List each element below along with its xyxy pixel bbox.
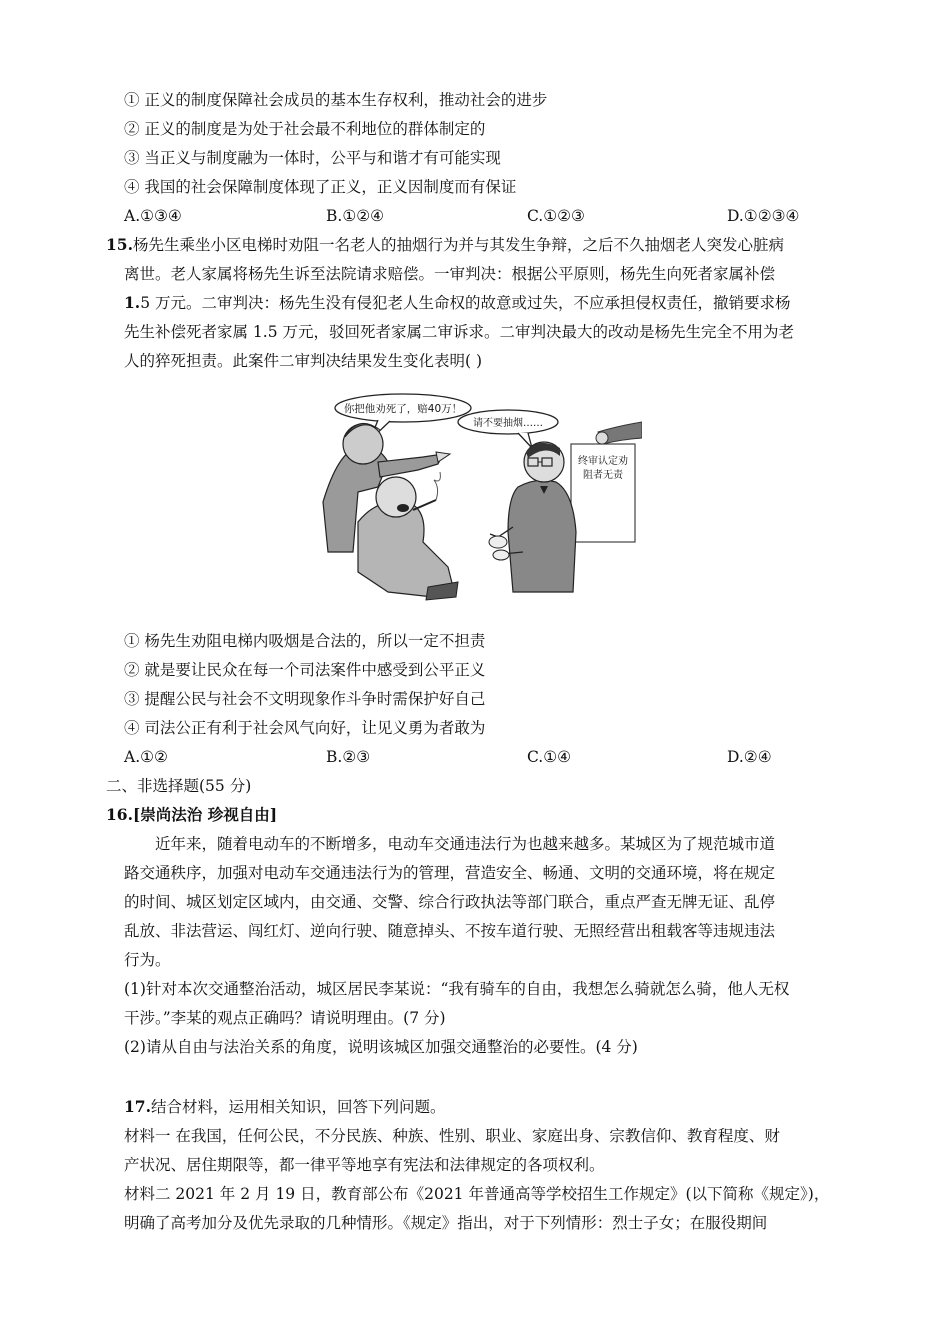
bubble-left-text: 你把他劝死了，赔40万！ <box>343 403 463 415</box>
q15-statement-2: ② 就是要让民众在每一个司法案件中感受到公平正义 <box>124 661 486 679</box>
q15-option-c[interactable]: C.①④ <box>527 748 572 766</box>
q14-statement-4: ④ 我国的社会保障制度体现了正义，正义因制度而有保证 <box>124 178 517 196</box>
q14-option-d[interactable]: D.①②③④ <box>727 207 800 225</box>
q14-statement-1: ① 正义的制度保障社会成员的基本生存权利，推动社会的进步 <box>124 91 548 109</box>
q15-number: 15. <box>106 235 133 254</box>
sign-text-2: 阻者无责 <box>583 470 623 481</box>
q15-statement-3: ③ 提醒公民与社会不文明现象作斗争时需保护好自己 <box>124 690 486 708</box>
q15-line-4: 先生补偿死者家属 1.5 万元，驳回死者家属二审诉求。二审判决最大的改动是杨先生完全不用为老 <box>124 323 795 341</box>
q16-paragraph-3: 的时间、城区划定区域内，由交通、交警、综合行政执法等部门联合，重点严查无牌无证、乱停 <box>124 893 776 911</box>
sign-text-1: 终审认定劝 <box>578 456 628 467</box>
q14-statement-3: ③ 当正义与制度融为一体时，公平与和谐才有可能实现 <box>124 149 501 167</box>
q14-option-a[interactable]: A.①③④ <box>124 207 182 225</box>
q16-paragraph-1: 近年来，随着电动车的不断增多，电动车交通违法行为也越来越多。某城区为了规范城市道 <box>155 835 776 853</box>
q17-material1-line-1: 材料一 在我国，任何公民，不分民族、种族、性别、职业、家庭出身、宗教信仰、教育程度、财 <box>124 1127 780 1145</box>
q17-material2-line-2: 明确了高考加分及优先录取的几种情形。《规定》指出，对于下列情形：烈士子女；在服役期间 <box>124 1214 768 1232</box>
q16-paragraph-2: 路交通秩序，加强对电动车交通违法行为的管理，营造安全、畅通、文明的交通环境，将在规定 <box>124 864 776 882</box>
q15-line-5: 人的猝死担责。此案件二审判决结果发生变化表明( ) <box>124 352 483 370</box>
q15-option-b[interactable]: B.②③ <box>326 748 371 766</box>
q15-line-2: 离世。老人家属将杨先生诉至法院请求赔偿。一审判决：根据公平原则，杨先生向死者家属补偿 <box>124 265 776 283</box>
q15-statement-4: ④ 司法公正有利于社会风气向好，让见义勇为者敢为 <box>124 719 486 737</box>
q15-line-1: 15.杨先生乘坐小区电梯时劝阻一名老人的抽烟行为并与其发生争辩，之后不久抽烟老人突发心脏病 <box>106 235 784 254</box>
q16-sub1-line-2: 干涉。”李某的观点正确吗？请说明理由。(7 分) <box>124 1009 446 1027</box>
bubble-right-text: 请不要抽烟…… <box>473 418 543 429</box>
q15-option-a[interactable]: A.①② <box>124 748 168 766</box>
q16-title: 16.[崇尚法治 珍视自由] <box>106 805 278 824</box>
q14-statement-2: ② 正义的制度是为处于社会最不利地位的群体制定的 <box>124 120 486 138</box>
q15-line-3: 1.5 万元。二审判决：杨先生没有侵犯老人生命权的故意或过失，不应承担侵权责任，撤销要求杨 <box>124 293 791 312</box>
q17-material1-line-2: 产状况、居住期限等，都一律平等地享有宪法和法律规定的各项权利。 <box>124 1156 605 1174</box>
section-heading: 二、非选择题(55 分) <box>106 777 252 795</box>
q16-sub2: (2)请从自由与法治关系的角度，说明该城区加强交通整治的必要性。(4 分) <box>124 1038 638 1056</box>
q16-paragraph-4: 乱放、非法营运、闯红灯、逆向行驶、随意掉头、不按车道行驶、无照经营出租载客等违规违法 <box>124 922 776 940</box>
q14-option-b[interactable]: B.①②④ <box>326 207 385 225</box>
q17-intro: 17.结合材料，运用相关知识，回答下列问题。 <box>124 1097 446 1116</box>
q16-sub1-line-1: (1)针对本次交通整治活动，城区居民李某说：“我有骑车的自由，我想怎么骑就怎么骑，他人无权 <box>124 980 790 998</box>
cartoon-illustration <box>318 392 642 608</box>
q16-paragraph-5: 行为。 <box>124 951 171 969</box>
q14-option-c[interactable]: C.①②③ <box>527 207 585 225</box>
q17-material2-line-1: 材料二 2021 年 2 月 19 日，教育部公布《2021 年普通高等学校招生工作规定》(以下简称《规定》)， <box>124 1185 830 1203</box>
q15-statement-1: ① 杨先生劝阻电梯内吸烟是合法的，所以一定不担责 <box>124 632 486 650</box>
q15-option-d[interactable]: D.②④ <box>727 748 772 766</box>
